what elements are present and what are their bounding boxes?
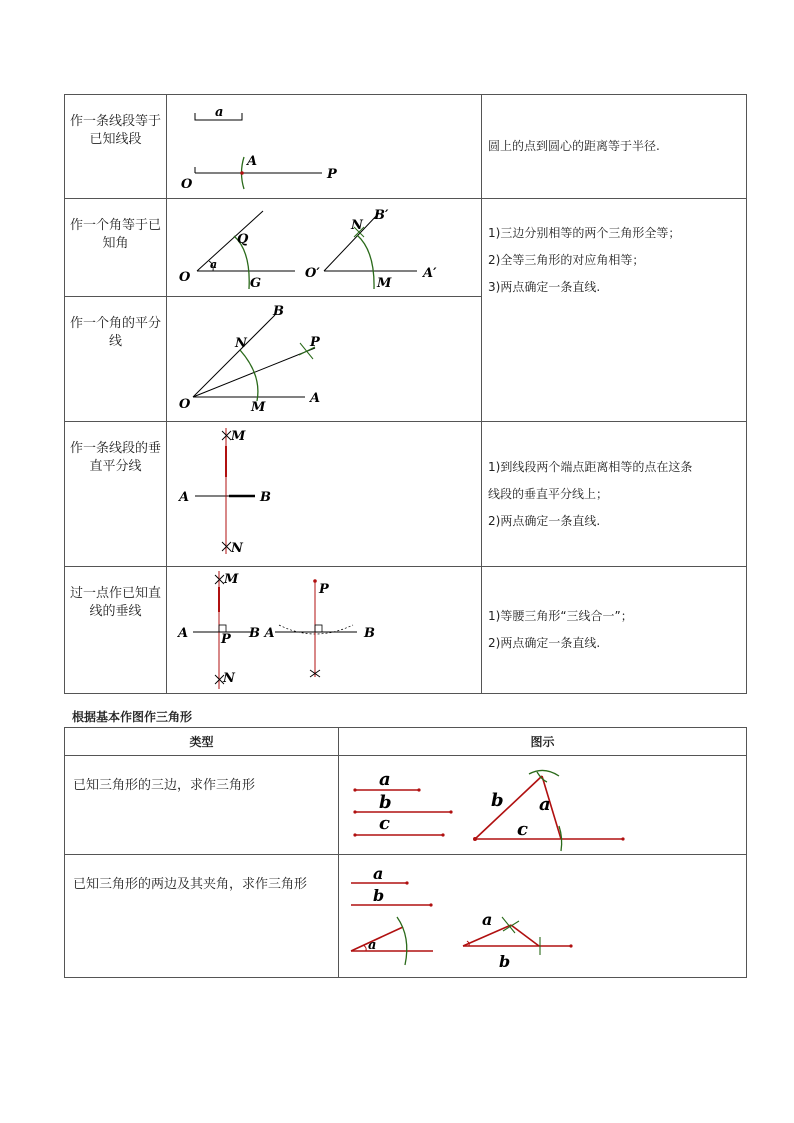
sas-triangle-figure — [339, 855, 746, 977]
figure-cell — [167, 199, 482, 297]
label-N: N — [223, 671, 235, 686]
construction-table — [64, 94, 747, 694]
label-A: A — [247, 154, 258, 169]
original-angle — [197, 211, 295, 289]
construction-name: 过一点作已知直线的垂线 — [65, 567, 167, 694]
given-segments — [351, 881, 433, 906]
copy-angle-figure — [167, 199, 481, 296]
label-b: b — [379, 792, 392, 813]
label-N: N — [231, 541, 243, 556]
property-text: 3)两点确定一条直线. — [488, 279, 601, 294]
property-text: 1)等腰三角形“三线合一”； — [488, 609, 633, 623]
label-B: B — [273, 304, 284, 319]
property-text: 2)两点确定一条直线. — [488, 513, 601, 528]
label-A: A — [178, 626, 189, 641]
label-a: a — [373, 864, 384, 883]
label-G: G — [250, 276, 262, 291]
label-side-c: c — [517, 819, 528, 840]
construction-name: 作一条线段的垂直平分线 — [65, 422, 167, 567]
table-row — [65, 756, 747, 855]
given-angle — [351, 917, 433, 965]
label-N: N — [351, 218, 363, 233]
label-O: O — [181, 177, 193, 192]
triangle-construction-table — [64, 727, 747, 978]
label-c: c — [379, 813, 390, 834]
label-P: P — [221, 632, 231, 647]
section-title: 根据基本作图作三角形 — [72, 710, 193, 724]
label-O-prime: O′ — [305, 266, 320, 281]
label-M: M — [377, 276, 392, 291]
header-figure: 图示 — [339, 728, 747, 756]
arc-mn — [240, 350, 258, 401]
property-text: 1)三边分别相等的两个三角形全等； — [488, 225, 681, 240]
angle-bisector-figure — [167, 297, 481, 421]
perpendicular-bisector-figure — [167, 422, 481, 566]
property-text: 1)到线段两个端点距离相等的点在这条 — [488, 459, 693, 474]
label-angle-a: a — [368, 938, 377, 953]
label-N: N — [235, 336, 247, 351]
copied-angle — [324, 213, 417, 289]
ray-ob — [193, 315, 275, 397]
label-side-a: a — [539, 794, 551, 815]
label-B-prime: B′ — [374, 208, 389, 223]
label-angle-a: a — [210, 258, 218, 271]
label-M: M — [231, 429, 246, 444]
property-cell — [482, 199, 747, 422]
figure-cell — [339, 756, 747, 855]
label-b: b — [373, 886, 385, 905]
figure-cell — [167, 567, 482, 694]
label-P: P — [327, 167, 337, 182]
label-P-2: P — [319, 582, 329, 597]
constructed-triangle — [463, 917, 573, 955]
label-B-A: B A — [249, 626, 275, 641]
label-Q: Q — [237, 232, 249, 247]
label-A: A — [310, 391, 321, 406]
label-M: M — [224, 572, 239, 587]
property-cell — [482, 567, 747, 694]
label-a: a — [379, 769, 391, 790]
sss-triangle-figure — [339, 756, 746, 854]
property-text: 圆上的点到圆心的距离等于半径. — [488, 139, 660, 153]
label-M: M — [251, 400, 266, 415]
perpendicular-through-point-figure — [167, 567, 481, 693]
label-O: O — [179, 270, 191, 285]
table-row — [65, 567, 747, 694]
label-P: P — [310, 335, 320, 350]
table-row — [65, 199, 747, 297]
label-A: A — [179, 490, 190, 505]
property-cell — [482, 422, 747, 567]
table-row — [65, 95, 747, 199]
label-A-prime: A′ — [423, 266, 437, 281]
property-text: 2)两点确定一条直线. — [488, 636, 601, 650]
table-row — [65, 422, 747, 567]
header-type: 类型 — [65, 728, 339, 756]
triangle-type: 已知三角形的两边及其夹角，求作三角形 — [65, 855, 339, 978]
label-side-b: b — [491, 790, 504, 811]
table-header-row — [65, 728, 747, 756]
label-side-a: a — [482, 910, 493, 929]
construction-name: 作一条线段等于已知线段 — [65, 95, 167, 199]
label-side-b: b — [499, 952, 511, 971]
figure-cell — [167, 95, 482, 199]
point-off-line-case — [275, 579, 357, 677]
label-B: B — [260, 490, 271, 505]
figure-cell — [167, 297, 482, 422]
construction-name: 作一个角的平分线 — [65, 297, 167, 422]
figure-cell — [167, 422, 482, 567]
property-cell — [482, 95, 747, 199]
property-text: 线段的垂直平分线上； — [488, 486, 609, 501]
label-a: a — [215, 105, 224, 120]
property-text: 2)全等三角形的对应角相等； — [488, 252, 645, 267]
segment-figure — [167, 95, 481, 198]
point-a — [240, 171, 244, 175]
given-segments — [353, 788, 452, 836]
figure-cell — [339, 855, 747, 978]
construction-name: 作一个角等于已知角 — [65, 199, 167, 297]
label-B-2: B — [364, 626, 375, 641]
label-O: O — [179, 397, 191, 412]
table-row — [65, 855, 747, 978]
triangle-type: 已知三角形的三边，求作三角形 — [65, 756, 339, 855]
